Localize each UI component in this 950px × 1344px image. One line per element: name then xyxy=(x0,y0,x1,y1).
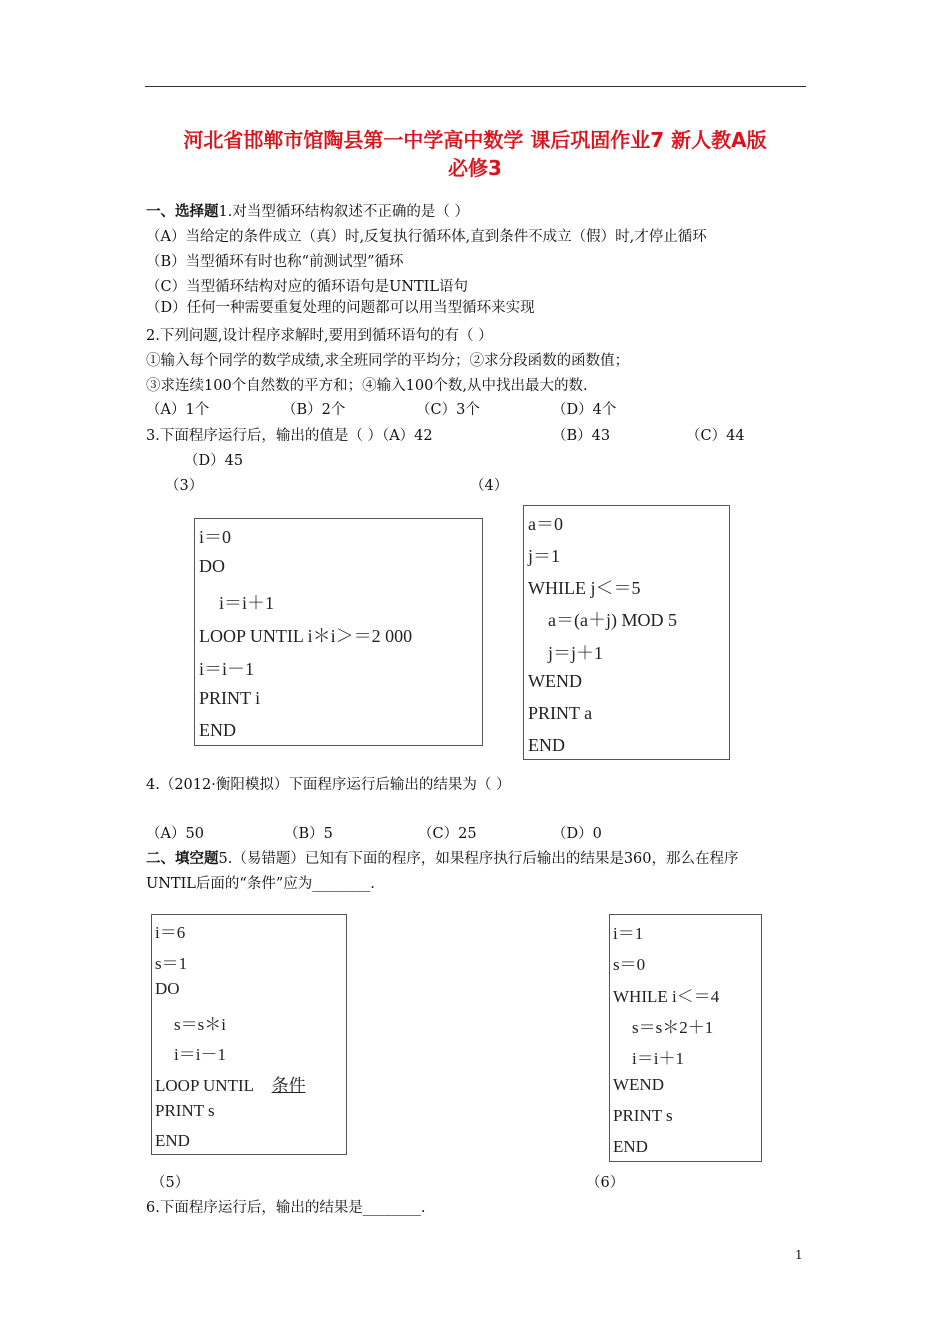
question-1-option-c: （C）当型循环结构对应的循环语句是UNTIL语句 xyxy=(146,279,469,295)
question-3-option-d: （D）45 xyxy=(184,453,244,469)
code-line: WHILE j＜＝5 xyxy=(528,578,641,598)
program-3-box xyxy=(194,518,483,746)
code-line: WEND xyxy=(528,671,582,691)
program-6-label: （6） xyxy=(586,1175,625,1191)
question-3-stem: 3.下面程序运行后，输出的值是（ ）（A）42 xyxy=(146,428,433,444)
code-line: END xyxy=(155,1131,190,1150)
code-line: j＝j＋1 xyxy=(548,643,604,663)
question-5-line-1 xyxy=(146,849,739,869)
code-keyword: LOOP UNTIL xyxy=(155,1076,254,1095)
code-line: PRINT s xyxy=(155,1101,215,1120)
code-line: i＝6 xyxy=(155,923,186,942)
code-line: PRINT i xyxy=(199,688,261,708)
question-5-text: 5.（易错题）已知有下面的程序，如果程序执行后输出的结果是360，那么在程序 xyxy=(218,851,739,867)
question-2-option-a: （A）1个 xyxy=(146,402,210,418)
question-1-option-d: （D）任何一种需要重复处理的问题都可以用当型循环来实现 xyxy=(146,300,535,316)
code-line: j＝1 xyxy=(528,546,561,566)
program-6-box xyxy=(609,914,762,1162)
question-2-option-d: （D）4个 xyxy=(552,402,617,418)
code-line: END xyxy=(528,735,565,755)
code-line: i＝i＋1 xyxy=(219,593,275,613)
code-line: WHILE i＜＝4 xyxy=(613,987,720,1006)
page-number: 1 xyxy=(795,1248,803,1262)
question-1-text: 1.对当型循环结构叙述不正确的是（ ） xyxy=(218,204,469,220)
code-line-loop-until xyxy=(155,1071,306,1096)
question-1-stem xyxy=(146,202,469,222)
code-line: PRINT s xyxy=(613,1106,673,1125)
program-3-label: （3） xyxy=(165,478,204,494)
question-4-option-c: （C）25 xyxy=(418,826,477,842)
question-2-option-b: （B）2个 xyxy=(282,402,346,418)
code-line: END xyxy=(613,1137,648,1156)
program-5-label: （5） xyxy=(151,1175,190,1191)
question-3-option-c: （C）44 xyxy=(686,428,745,444)
code-line: LOOP UNTIL i＊i＞＝2 000 xyxy=(199,626,413,646)
question-5-line-2: UNTIL后面的“条件”应为________. xyxy=(146,876,375,892)
code-line: s＝s＊i xyxy=(174,1015,226,1034)
code-line: i＝i＋1 xyxy=(632,1049,684,1068)
code-line: s＝s＊2＋1 xyxy=(632,1018,714,1037)
code-line: a＝(a＋j) MOD 5 xyxy=(548,610,677,630)
code-line: WEND xyxy=(613,1075,664,1094)
question-6-stem: 6.下面程序运行后，输出的结果是________. xyxy=(146,1200,426,1216)
section-1-heading: 一、选择题 xyxy=(146,204,219,220)
question-1-option-b: （B）当型循环有时也称“前测试型”循环 xyxy=(146,254,404,270)
document-title-line1: 河北省邯郸市馆陶县第一中学高中数学 课后巩固作业7 新人教A版 xyxy=(183,128,767,152)
question-2-line-1: ①输入每个同学的数学成绩,求全班同学的平均分；②求分段函数的函数值； xyxy=(146,353,630,369)
question-2-option-c: （C）3个 xyxy=(416,402,480,418)
code-line: i＝i－1 xyxy=(199,659,255,679)
question-4-option-b: （B）5 xyxy=(284,826,333,842)
document-title-line2: 必修3 xyxy=(448,156,502,180)
program-4-label: （4） xyxy=(470,478,509,494)
question-4-option-d: （D）0 xyxy=(552,826,602,842)
code-line: DO xyxy=(199,556,225,576)
question-1-option-a: （A）当给定的条件成立（真）时,反复执行循环体,直到条件不成立（假）时,才停止循环 xyxy=(146,229,707,245)
code-line: s＝0 xyxy=(613,955,646,974)
section-2-heading: 二、填空题 xyxy=(146,851,219,867)
code-line: PRINT a xyxy=(528,703,593,723)
header-rule xyxy=(145,86,806,87)
question-3-option-b: （B）43 xyxy=(552,428,611,444)
code-line: i＝i－1 xyxy=(174,1045,226,1064)
condition-blank: 条件 xyxy=(271,1076,306,1095)
question-4-option-a: （A）50 xyxy=(146,826,204,842)
program-5-box xyxy=(151,914,347,1155)
question-2-line-2: ③求连续100个自然数的平方和；④输入100个数,从中找出最大的数. xyxy=(146,378,588,394)
code-line: i＝1 xyxy=(613,924,644,943)
code-line: END xyxy=(199,720,236,740)
code-line: i＝0 xyxy=(199,527,232,547)
code-line: a＝0 xyxy=(528,514,563,534)
code-line: DO xyxy=(155,979,180,998)
question-2-stem: 2.下列问题,设计程序求解时,要用到循环语句的有（ ） xyxy=(146,328,493,344)
program-4-box xyxy=(523,505,730,760)
code-line: s＝1 xyxy=(155,954,188,973)
question-4-stem: 4.（2012·衡阳模拟）下面程序运行后输出的结果为（ ） xyxy=(146,777,511,793)
